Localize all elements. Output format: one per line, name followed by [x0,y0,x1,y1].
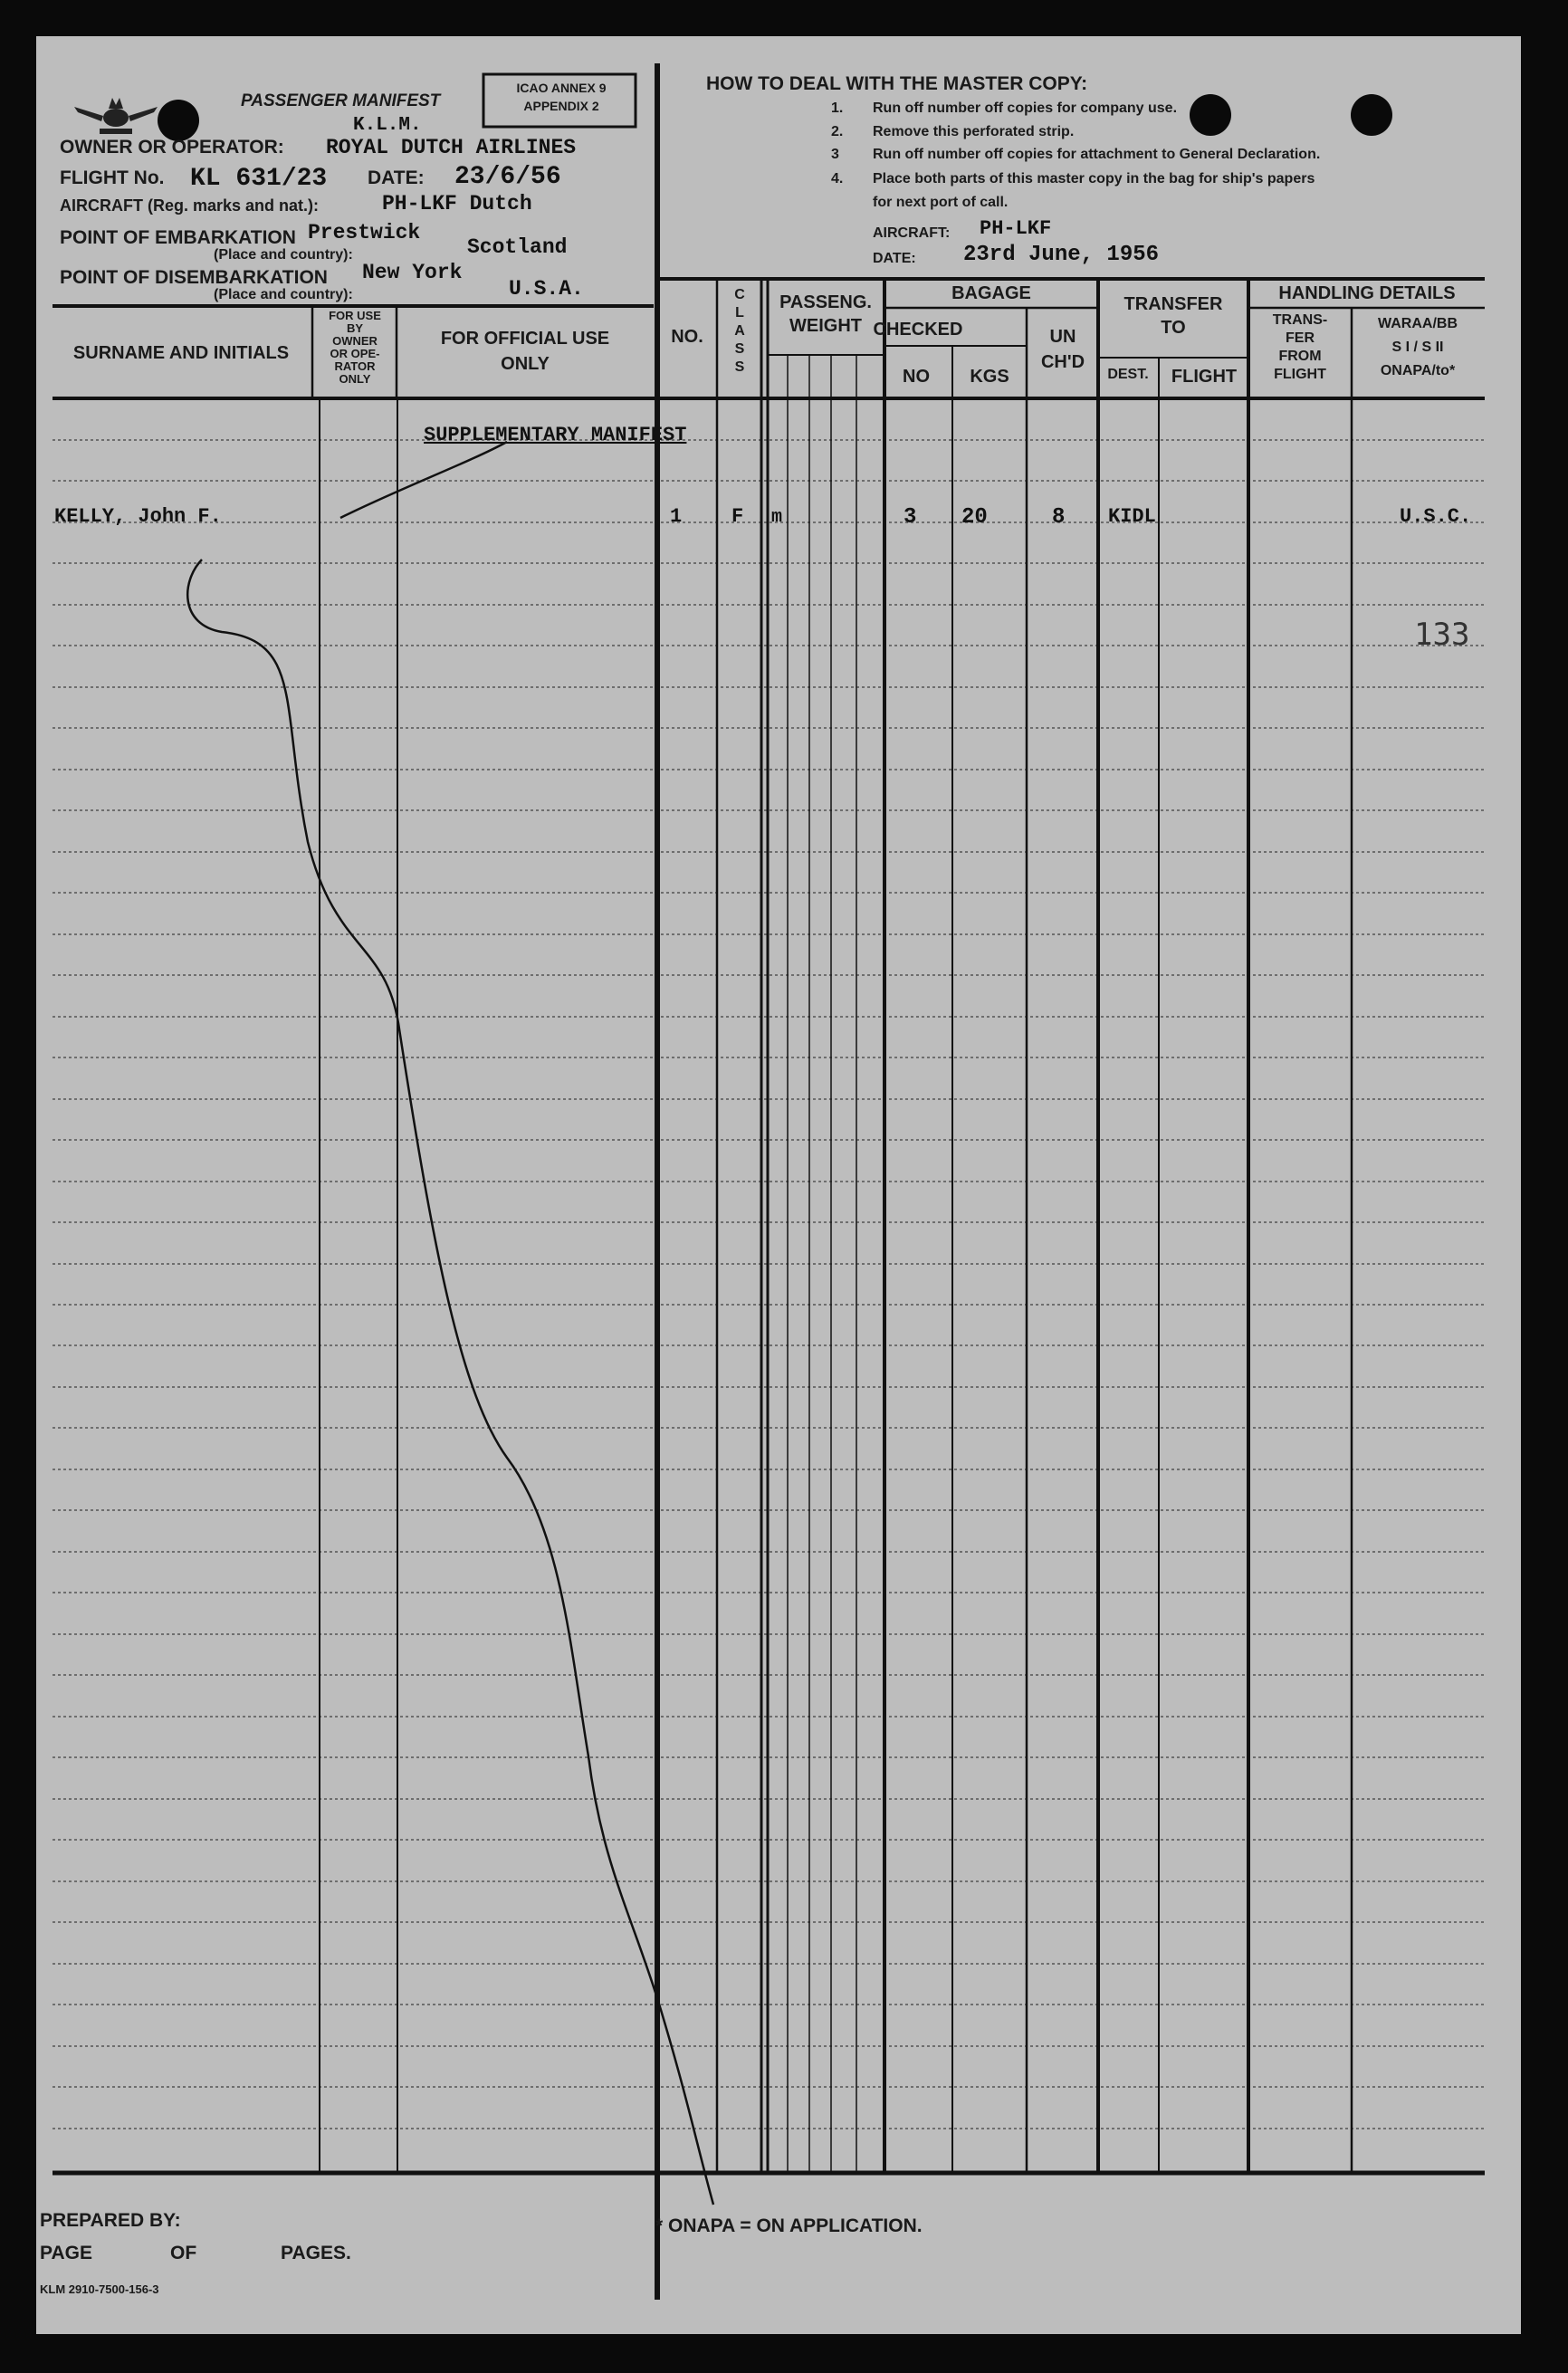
master-copy-heading: HOW TO DEAL WITH THE MASTER COPY: [706,73,1088,94]
master-item-text: for next port of call. [873,195,1009,210]
col-class: A [734,323,745,339]
passenger-no: 1 [670,505,683,528]
col-for-use: FOR USE [329,309,381,322]
col-transfer-from: FLIGHT [1274,367,1326,382]
col-class: S [734,359,745,375]
flight-label: FLIGHT No. [60,167,165,188]
disembark-country: U.S.A. [509,277,584,301]
supplementary-manifest-label: SUPPLEMENTARY MANIFEST [424,424,687,446]
master-date-label: DATE: [873,251,916,266]
col-transfer-from: TRANS- [1272,312,1328,328]
master-item-text: Run off number off copies for attachment to General Declaration. [873,147,1321,162]
embark-sub: (Place and country): [214,247,353,263]
page-number: 133 [1414,617,1470,653]
master-item-num: 3 [831,147,839,162]
date-value: 23/6/56 [454,163,561,191]
flight-value: KL 631/23 [190,165,328,193]
col-for-use: OR OPE- [330,347,380,360]
passenger-weight: m [771,507,783,528]
col-waraa: WARAA/BB [1378,316,1458,331]
col-checked-kgs: KGS [970,367,1009,387]
annex-line1: ICAO ANNEX 9 [516,81,607,95]
pages-label: PAGES. [281,2243,351,2263]
col-passeng: PASSENG. [779,292,872,312]
transfer-dest: KIDL [1108,505,1156,528]
col-checked: CHECKED [873,320,963,340]
passenger-name: KELLY, John F. [54,505,222,528]
master-item-num: 1. [831,100,844,116]
master-item-text: Remove this perforated strip. [873,124,1075,139]
prepared-by-label: PREPARED BY: [40,2210,181,2231]
form-title: PASSENGER MANIFEST [241,91,441,110]
master-date-value: 23rd June, 1956 [963,243,1160,267]
master-item-text: Place both parts of this master copy in the bag for ship's papers [873,171,1315,187]
embark-label: POINT OF EMBARKATION [60,227,296,248]
col-unchd: UN [1049,327,1076,347]
col-waraa: S I / S II [1391,340,1444,355]
aircraft-value: PH-LKF Dutch [382,192,532,215]
col-for-use: RATOR [334,359,376,373]
master-aircraft-value: PH-LKF [980,217,1052,240]
embark-place: Prestwick [308,221,421,244]
col-weight: WEIGHT [789,316,862,336]
master-item-text: Run off number off copies for company use. [873,100,1178,116]
col-surname: SURNAME AND INITIALS [72,343,290,363]
col-official: ONLY [501,354,550,374]
of-label: OF [170,2243,197,2263]
page-label: PAGE [40,2243,92,2263]
col-no: NO. [671,327,703,347]
col-flight: FLIGHT [1171,367,1238,387]
owner-value: ROYAL DUTCH AIRLINES [326,136,577,159]
master-aircraft-label: AIRCRAFT: [873,225,951,241]
disembark-place: New York [362,261,463,284]
owner-value-klm: K.L.M. [353,115,422,136]
annex-line2: APPENDIX 2 [523,99,599,113]
col-dest: DEST. [1107,367,1149,382]
owner-label: OWNER OR OPERATOR: [60,137,284,158]
col-bagage: BAGAGE [951,283,1031,303]
col-handling: HANDLING DETAILS [1278,283,1456,303]
col-class: S [734,341,745,357]
col-for-use: OWNER [332,334,378,348]
col-waraa: ONAPA/to* [1380,363,1456,378]
bagage-checked-no: 3 [904,505,917,530]
disembark-label: POINT OF DISEMBARKATION [60,267,328,288]
date-label: DATE: [368,167,425,188]
col-transfer-from: FER [1286,330,1315,346]
onapa-note: * ONAPA = ON APPLICATION. [655,2215,923,2236]
disembark-sub: (Place and country): [214,287,353,302]
manifest-sheet [36,36,1521,2334]
bagage-unchd: 8 [1052,505,1066,530]
col-class: L [735,305,744,321]
bagage-kgs: 20 [961,505,988,530]
col-official: FOR OFFICIAL USE [440,329,610,349]
passenger-class: F [731,505,744,528]
col-class: C [734,287,745,302]
aircraft-label: AIRCRAFT (Reg. marks and nat.): [60,196,320,215]
form-code: KLM 2910-7500-156-3 [40,2282,159,2296]
handling-code: U.S.C. [1400,505,1472,528]
col-checked-no: NO [903,367,930,387]
col-for-use: ONLY [339,372,371,386]
embark-country: Scotland [467,235,568,259]
col-unchd: CH'D [1040,352,1085,372]
col-transfer-to: TO [1161,318,1186,338]
master-item-num: 2. [831,124,844,139]
col-for-use: BY [346,321,364,335]
col-transfer-from: FROM [1278,349,1322,364]
klm-crown-wings-icon [72,91,159,143]
master-item-num: 4. [831,171,844,187]
col-transfer-to: TRANSFER [1123,294,1223,314]
